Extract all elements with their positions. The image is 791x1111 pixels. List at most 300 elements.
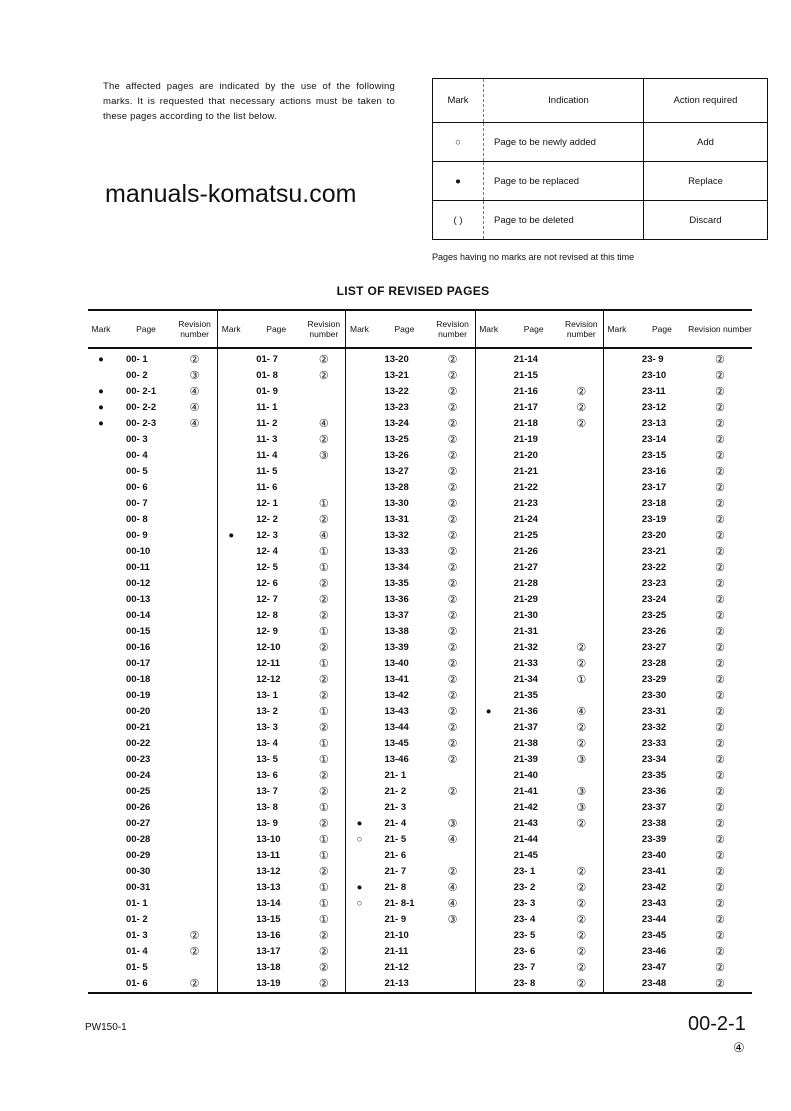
table-row: [218, 623, 345, 639]
row-revision: ②: [318, 929, 329, 942]
table-row: [604, 607, 752, 623]
table-row: [604, 559, 752, 575]
row-page: 23-31: [641, 705, 667, 717]
table-row: [218, 575, 345, 591]
row-page: 21-26: [513, 545, 538, 557]
row-revision: ②: [715, 529, 725, 542]
row-page: 23-48: [641, 977, 667, 989]
table-row: [476, 431, 603, 447]
table-row: [604, 847, 752, 863]
table-row: [604, 575, 752, 591]
table-row: [218, 447, 345, 463]
table-row: [88, 575, 217, 591]
row-revision: ②: [447, 721, 458, 734]
table-row: [604, 703, 752, 719]
row-revision: ②: [715, 961, 725, 974]
row-page: 13-42: [384, 689, 409, 701]
row-revision: ②: [576, 945, 587, 958]
row-page: 13-41: [384, 673, 409, 685]
legend-indication: Page to be replaced: [484, 162, 644, 201]
row-page: 23-13: [641, 417, 667, 429]
table-row: [476, 511, 603, 527]
table-row: [88, 863, 217, 879]
row-page: 12-10: [256, 641, 281, 653]
table-row: [604, 959, 752, 975]
row-page: 00-18: [126, 673, 151, 685]
table-row: [88, 463, 217, 479]
table-row: [476, 591, 603, 607]
table-row: [218, 511, 345, 527]
row-revision: ②: [715, 369, 725, 382]
row-revision: ③: [576, 753, 587, 766]
table-row: [476, 879, 603, 895]
row-page: 21-19: [513, 433, 538, 445]
row-page: 13-38: [384, 625, 409, 637]
legend-mark: ●: [433, 162, 484, 201]
row-page: 13- 9: [256, 817, 278, 829]
table-row: [346, 527, 474, 543]
row-page: 23-44: [641, 913, 667, 925]
row-revision: ②: [447, 481, 458, 494]
row-revision: ④: [189, 401, 200, 414]
row-page: 23-30: [641, 689, 667, 701]
row-page: 21- 4: [384, 817, 407, 829]
row-page: 23- 6: [513, 945, 536, 957]
row-revision: ②: [447, 529, 458, 542]
table-row: [346, 975, 474, 991]
row-page: 23-37: [641, 801, 667, 813]
column-group: [476, 311, 604, 992]
watermark: manuals-komatsu.com: [105, 180, 357, 208]
row-page: 00-25: [126, 785, 151, 797]
row-revision: ②: [715, 593, 725, 606]
table-row: [88, 367, 217, 383]
table-row: [604, 383, 752, 399]
row-revision: ②: [715, 561, 725, 574]
table-row: [476, 543, 603, 559]
table-row: [346, 719, 474, 735]
table-row: [88, 911, 217, 927]
legend-indication: Page to be deleted: [484, 201, 644, 240]
table-row: [604, 831, 752, 847]
legend-mark: ○: [433, 123, 484, 162]
row-page: 21-36: [513, 705, 538, 717]
row-revision: ②: [576, 881, 587, 894]
row-page: 21-31: [513, 625, 538, 637]
row-page: 21-39: [513, 753, 538, 765]
row-page: 21- 1: [384, 769, 407, 781]
table-row: [604, 367, 752, 383]
row-revision: ②: [715, 401, 725, 414]
column-group: [604, 311, 752, 992]
table-row: [476, 671, 603, 687]
column-group: [88, 311, 218, 992]
header-revision: Revision number: [178, 319, 211, 339]
header-revision: Revision number: [564, 319, 598, 339]
row-page: 21-23: [513, 497, 538, 509]
row-revision: ②: [715, 945, 725, 958]
table-row: [218, 975, 345, 991]
row-revision: ②: [189, 929, 200, 942]
row-page: 00-24: [126, 769, 151, 781]
table-row: [88, 639, 217, 655]
row-revision: ②: [715, 913, 725, 926]
legend-table: [432, 78, 768, 240]
row-revision: ②: [715, 417, 725, 430]
row-revision: ③: [318, 449, 329, 462]
row-page: 23-34: [641, 753, 667, 765]
row-page: 00- 2-2: [126, 401, 157, 413]
row-page: 01- 9: [256, 385, 278, 397]
row-page: 21-22: [513, 481, 538, 493]
row-revision: ②: [318, 593, 329, 606]
row-revision: ②: [715, 801, 725, 814]
row-page: 00-13: [126, 593, 151, 605]
row-page: 21-40: [513, 769, 538, 781]
row-page: 12- 5: [256, 561, 278, 573]
row-page: 00-29: [126, 849, 151, 861]
row-page: 23-19: [641, 513, 667, 525]
row-page: 00- 9: [126, 529, 148, 541]
row-page: 13-18: [256, 961, 281, 973]
table-row: [346, 463, 474, 479]
row-page: 00- 1: [126, 353, 148, 365]
table-row: [604, 751, 752, 767]
table-row: [476, 415, 603, 431]
row-page: 13-32: [384, 529, 409, 541]
table-row: [346, 911, 474, 927]
table-row: [476, 783, 603, 799]
row-page: 21- 6: [384, 849, 407, 861]
table-row: [346, 479, 474, 495]
table-row: [88, 479, 217, 495]
row-page: 13-45: [384, 737, 409, 749]
row-page: 00-23: [126, 753, 151, 765]
row-page: 13- 1: [256, 689, 278, 701]
table-row: [346, 879, 474, 895]
table-row: [218, 959, 345, 975]
table-row: [346, 799, 474, 815]
table-row: [218, 687, 345, 703]
table-row: [346, 351, 474, 367]
table-row: [604, 415, 752, 431]
row-page: 21-15: [513, 369, 538, 381]
row-revision: ②: [715, 689, 725, 702]
row-revision: ②: [715, 657, 725, 670]
column-group-header: [88, 311, 217, 349]
row-page: 00- 5: [126, 465, 148, 477]
row-revision: ②: [576, 657, 587, 670]
page-title: LIST OF REVISED PAGES: [336, 284, 490, 298]
row-page: 23-45: [641, 929, 667, 941]
row-page: 00-28: [126, 833, 151, 845]
row-revision: ②: [576, 929, 587, 942]
row-revision: ②: [447, 593, 458, 606]
row-revision: ②: [447, 689, 458, 702]
table-row: [476, 719, 603, 735]
legend-mark: ( ): [433, 201, 484, 240]
row-revision: ②: [189, 945, 200, 958]
row-page: 23- 3: [513, 897, 536, 909]
table-row: [476, 639, 603, 655]
row-revision: ④: [318, 417, 329, 430]
row-page: 21-16: [513, 385, 538, 397]
row-page: 01- 8: [256, 369, 278, 381]
table-row: [218, 351, 345, 367]
row-page: 23-36: [641, 785, 667, 797]
table-row: [88, 607, 217, 623]
row-page: 12- 1: [256, 497, 278, 509]
row-revision: ①: [318, 913, 329, 926]
row-revision: ②: [447, 417, 458, 430]
row-page: 23- 8: [513, 977, 536, 989]
row-page: 00-27: [126, 817, 151, 829]
row-revision: ②: [447, 545, 458, 558]
row-page: 23-41: [641, 865, 667, 877]
table-row: [346, 703, 474, 719]
row-revision: ②: [447, 753, 458, 766]
row-page: 23-25: [641, 609, 667, 621]
table-row: [346, 655, 474, 671]
table-row: [346, 575, 474, 591]
table-row: [218, 799, 345, 815]
table-row: [88, 959, 217, 975]
table-row: [476, 863, 603, 879]
row-page: 00-10: [126, 545, 151, 557]
table-row: [346, 847, 474, 863]
row-page: 12-12: [256, 673, 281, 685]
table-row: [88, 719, 217, 735]
row-revision: ②: [715, 721, 725, 734]
row-revision: ④: [576, 705, 587, 718]
row-revision: ②: [189, 977, 200, 990]
table-row: [604, 687, 752, 703]
row-revision: ②: [447, 705, 458, 718]
table-row: [218, 927, 345, 943]
row-page: 13-20: [384, 353, 409, 365]
table-row: [604, 463, 752, 479]
row-revision: ②: [318, 785, 329, 798]
row-page: 13-22: [384, 385, 409, 397]
row-page: 21-10: [384, 929, 409, 941]
row-revision: ②: [715, 881, 725, 894]
row-page: 21-32: [513, 641, 538, 653]
table-row: [604, 655, 752, 671]
legend-row-discard: [433, 201, 768, 240]
row-mark: ●: [228, 529, 235, 541]
row-page: 23-11: [641, 385, 666, 397]
table-row: [476, 383, 603, 399]
row-page: 00-22: [126, 737, 151, 749]
row-page: 13-11: [256, 849, 280, 861]
row-page: 21-37: [513, 721, 538, 733]
row-revision: ④: [318, 529, 329, 542]
row-page: 23-38: [641, 817, 667, 829]
row-page: 13-10: [256, 833, 281, 845]
row-page: 23-24: [641, 593, 667, 605]
row-page: 21-27: [513, 561, 538, 573]
row-page: 00-14: [126, 609, 151, 621]
row-revision: ②: [318, 369, 329, 382]
row-revision: ②: [447, 625, 458, 638]
row-page: 13- 5: [256, 753, 278, 765]
table-row: [346, 863, 474, 879]
row-page: 23-27: [641, 641, 667, 653]
row-revision: ③: [447, 913, 458, 926]
table-row: [218, 719, 345, 735]
table-row: [88, 495, 217, 511]
table-row: [346, 671, 474, 687]
row-revision: ①: [318, 753, 329, 766]
row-page: 00-26: [126, 801, 151, 813]
table-row: [346, 559, 474, 575]
row-revision: ②: [576, 641, 587, 654]
table-row: [88, 927, 217, 943]
table-row: [476, 655, 603, 671]
row-page: 21-35: [513, 689, 538, 701]
legend-row-add: [433, 123, 768, 162]
row-revision: ②: [447, 449, 458, 462]
row-page: 23-42: [641, 881, 667, 893]
table-row: [346, 447, 474, 463]
row-mark: ●: [356, 817, 363, 829]
row-page: 23-28: [641, 657, 667, 669]
row-page: 00- 3: [126, 433, 148, 445]
row-page: 00- 7: [126, 497, 148, 509]
column-group-header: [604, 311, 752, 349]
row-page: 01- 2: [126, 913, 148, 925]
row-revision: ③: [189, 369, 200, 382]
table-row: [88, 431, 217, 447]
row-page: 21-11: [384, 945, 409, 957]
row-page: 13-21: [384, 369, 409, 381]
row-revision: ②: [715, 769, 725, 782]
table-row: [476, 847, 603, 863]
table-row: [218, 367, 345, 383]
row-revision: ①: [318, 625, 329, 638]
row-revision: ②: [318, 865, 329, 878]
row-revision: ②: [447, 641, 458, 654]
row-page: 21- 9: [384, 913, 407, 925]
row-page: 23-20: [641, 529, 667, 541]
row-page: 23-40: [641, 849, 667, 861]
table-row: [346, 895, 474, 911]
table-row: [604, 351, 752, 367]
footer-model: PW150-1: [85, 1022, 127, 1033]
row-page: 21-41: [513, 785, 538, 797]
table-row: [218, 543, 345, 559]
column-group: [346, 311, 475, 992]
row-revision: ②: [715, 833, 725, 846]
table-row: [88, 831, 217, 847]
row-page: 21-24: [513, 513, 538, 525]
row-page: 00-21: [126, 721, 151, 733]
row-page: 11- 6: [256, 481, 278, 493]
table-row: [218, 863, 345, 879]
row-page: 12- 8: [256, 609, 278, 621]
footer-page-number: 00-2-1: [688, 1013, 746, 1035]
row-page: 21-43: [513, 817, 538, 829]
row-page: 13-25: [384, 433, 409, 445]
table-row: [218, 767, 345, 783]
table-row: [604, 639, 752, 655]
row-revision: ①: [318, 561, 329, 574]
row-revision: ②: [318, 689, 329, 702]
table-row: [218, 559, 345, 575]
revised-pages-table: [88, 309, 752, 994]
header-mark: Mark: [479, 324, 499, 334]
table-row: [346, 927, 474, 943]
column-group: [218, 311, 346, 992]
row-page: 01- 4: [126, 945, 148, 957]
table-row: [218, 495, 345, 511]
table-row: [218, 399, 345, 415]
row-page: 13-19: [256, 977, 281, 989]
row-page: 23-29: [641, 673, 667, 685]
table-row: [88, 799, 217, 815]
row-revision: ②: [189, 353, 200, 366]
row-page: 00-31: [126, 881, 151, 893]
table-row: [218, 703, 345, 719]
row-page: 00-15: [126, 625, 151, 637]
table-row: [346, 383, 474, 399]
table-row: [88, 623, 217, 639]
row-revision: ②: [318, 641, 329, 654]
row-mark: ●: [356, 881, 363, 893]
row-page: 23-22: [641, 561, 667, 573]
row-page: 13-15: [256, 913, 281, 925]
row-revision: ④: [447, 897, 458, 910]
row-revision: ①: [318, 833, 329, 846]
table-row: [218, 943, 345, 959]
legend-action: Replace: [644, 162, 768, 201]
column-group-header: [218, 311, 345, 349]
row-page: 13- 8: [256, 801, 278, 813]
table-row: [88, 591, 217, 607]
table-row: [476, 479, 603, 495]
table-row: [88, 351, 217, 367]
table-row: [218, 671, 345, 687]
header-revision: Revision number: [307, 319, 341, 339]
row-page: 13-44: [384, 721, 409, 733]
row-revision: ①: [318, 881, 329, 894]
row-page: 23-17: [641, 481, 667, 493]
row-revision: ②: [576, 913, 587, 926]
table-row: [476, 911, 603, 927]
table-row: [88, 671, 217, 687]
row-revision: ②: [715, 641, 725, 654]
row-mark: ●: [98, 417, 104, 429]
table-row: [476, 751, 603, 767]
row-page: 13-14: [256, 897, 281, 909]
row-page: 11- 5: [256, 465, 278, 477]
row-revision: ②: [715, 481, 725, 494]
row-page: 12-11: [256, 657, 280, 669]
table-row: [88, 511, 217, 527]
row-page: 21-12: [384, 961, 409, 973]
table-row: [346, 591, 474, 607]
table-row: [218, 383, 345, 399]
table-row: [476, 767, 603, 783]
table-row: [88, 943, 217, 959]
row-page: 12- 3: [256, 529, 278, 541]
row-page: 13-36: [384, 593, 409, 605]
table-row: [476, 895, 603, 911]
row-revision: ②: [715, 737, 725, 750]
row-revision: ①: [318, 657, 329, 670]
table-row: [604, 815, 752, 831]
row-revision: ②: [447, 673, 458, 686]
